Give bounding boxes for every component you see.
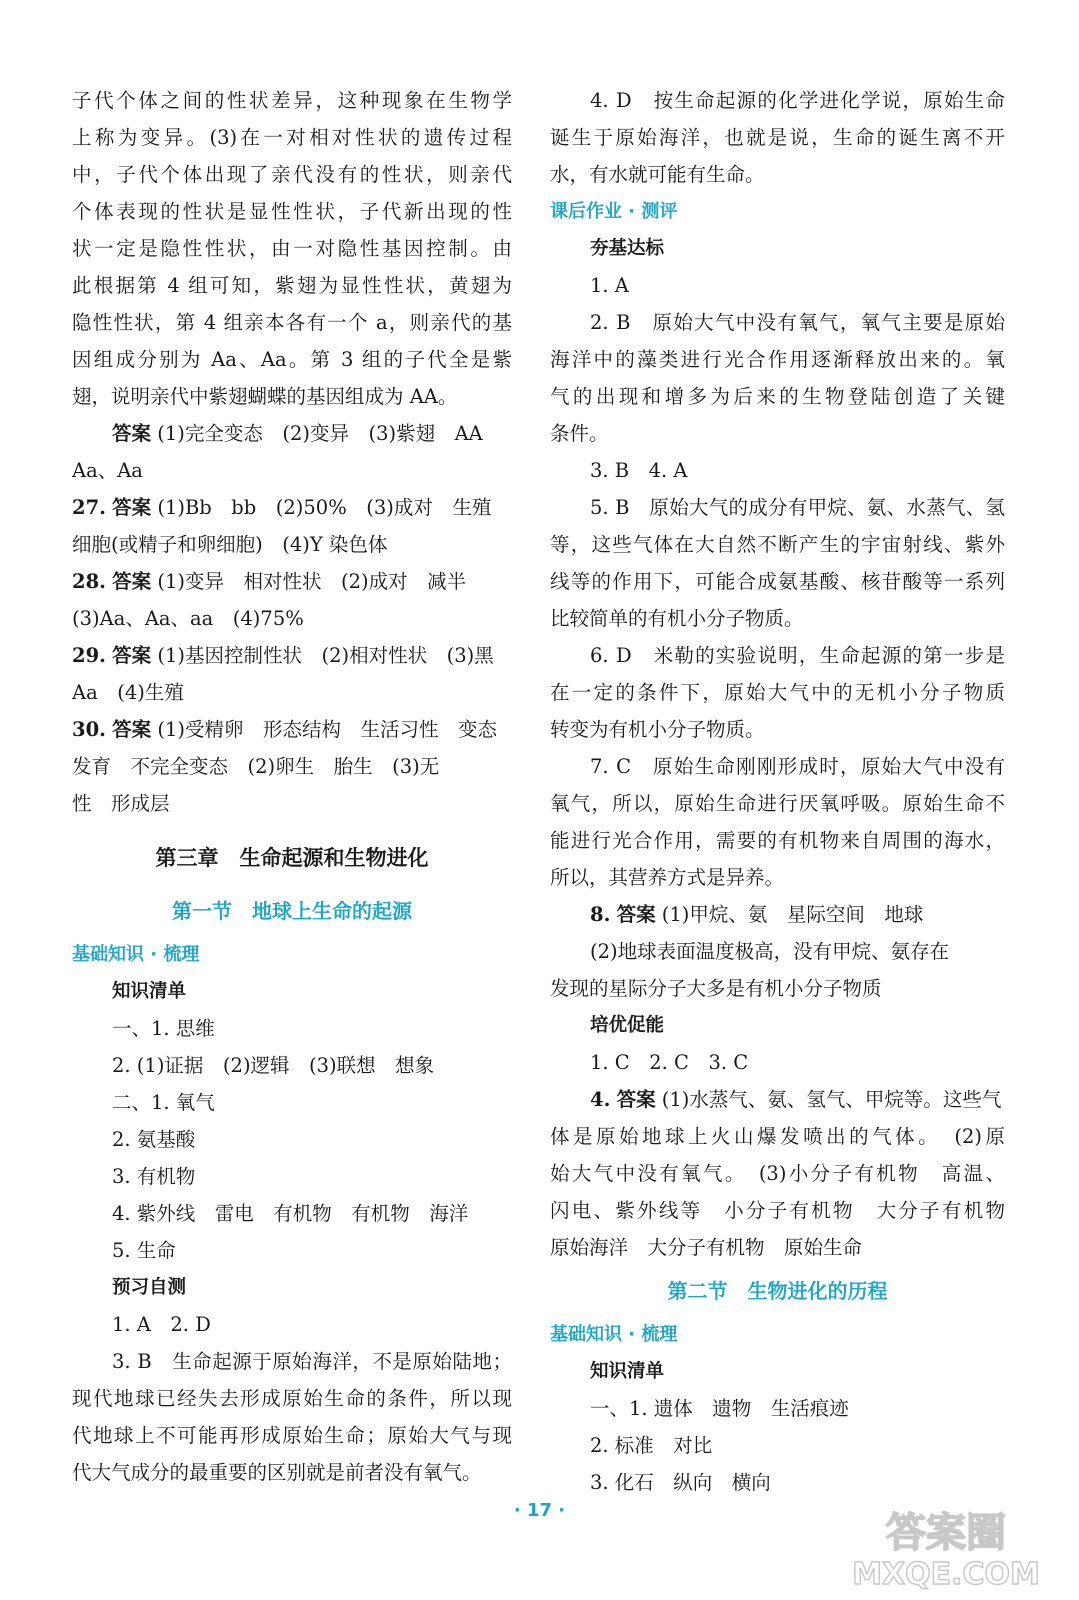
list-item: 二、1. 氧气 <box>112 1091 215 1114</box>
answer-text: (1)Bb bb (2)50% (3)成对 生殖 <box>157 496 492 519</box>
text-line: 个体表现的性状是显性性状，子代新出现的性 <box>72 200 512 223</box>
text-line: 因组成分别为 Aa、Aa。第 3 组的子代全是紫 <box>72 348 512 371</box>
text-line: 海洋中的藻类进行光合作用逐渐释放出来的。氧 <box>550 348 1005 371</box>
list-item: 4. 紫外线 雷电 有机物 有机物 海洋 <box>112 1202 469 1225</box>
text-line: 水，有水就可能有生命。 <box>550 163 765 186</box>
text-line: 闪电、紫外线等 小分子有机物 大分子有机物 <box>550 1199 1005 1222</box>
text-line: 发现的星际分子大多是有机小分子物质 <box>550 977 882 1000</box>
text-line: 6. D 米勒的实验说明，生命起源的第一步是 <box>590 644 1005 667</box>
list-item: 1. A 2. D <box>112 1313 211 1336</box>
page-number: · 17 · <box>513 1500 566 1521</box>
answer-label: 答案 <box>616 903 656 926</box>
answer-label: 答案 <box>112 422 152 445</box>
answer-30 <box>72 711 512 748</box>
text-line: 体是原始地球上火山爆发喷出的气体。 (2)原 <box>550 1125 1005 1148</box>
text-line: 在一定的条件下，原始大气中的无机小分子物质 <box>550 681 1005 704</box>
section-heading: 基础知识 · 梳理 <box>550 1324 678 1345</box>
text-line: 发育 不完全变态 (2)卵生 胎生 (3)无 <box>72 755 440 778</box>
answer-label: 答案 <box>112 570 152 593</box>
text-line: 线等的作用下，可能合成氨基酸、核苷酸等一系列 <box>550 570 1005 593</box>
text-line: 能进行光合作用，需要的有机物来自周围的海水， <box>550 829 1005 852</box>
list-item: 1. C 2. C 3. C <box>590 1051 749 1074</box>
answer-27 <box>72 489 512 526</box>
left-column <box>72 82 512 1491</box>
text-line: 隐性性状，第 4 组亲本各有一个 a，则亲代的基 <box>72 311 512 334</box>
section-heading: 基础知识 · 梳理 <box>72 944 200 965</box>
text-line: 代地球上不可能再形成原始生命；原始大气与现 <box>72 1424 512 1447</box>
sub-heading: 知识清单 <box>590 1361 665 1382</box>
text-line: 5. B 原始大气的成分有甲烷、氨、水蒸气、氢 <box>590 496 1005 519</box>
question-number: 30. <box>72 718 106 741</box>
text-line: 转变为有机小分子物质。 <box>550 718 765 741</box>
answer-label: 答案 <box>112 496 152 519</box>
text-line: 3. B 生命起源于原始海洋，不是原始陆地； <box>112 1350 512 1373</box>
text-line: 状一定是隐性性状，由一对隐性基因控制。由 <box>72 237 512 260</box>
answer-26 <box>72 415 512 452</box>
answer-text: (1)变异 相对性状 (2)成对 减半 <box>157 570 467 593</box>
sub-heading: 夯基达标 <box>590 238 665 259</box>
answer-29 <box>72 637 512 674</box>
sub-heading: 预习自测 <box>112 1277 187 1298</box>
text-line: 诞生于原始海洋，也就是说，生命的诞生离不开 <box>550 126 1005 149</box>
right-column <box>550 82 1005 1501</box>
answer-8 <box>550 896 1005 933</box>
answer-text: (1)完全变态 (2)变异 (3)紫翅 AA <box>157 422 483 445</box>
text-line: (3)Aa、Aa、aa (4)75% <box>72 607 304 630</box>
answer-4 <box>550 1081 1005 1118</box>
text-line: 翅，说明亲代中紫翅蝴蝶的基因组成为 AA。 <box>72 385 458 408</box>
text-line: Aa、Aa <box>72 459 143 482</box>
question-number: 29. <box>72 644 106 667</box>
text-line: 4. D 按生命起源的化学进化学说，原始生命 <box>590 89 1005 112</box>
watermark-url: MXQE.COM <box>852 1557 1040 1592</box>
text-line: 氧气，所以，原始生命进行厌氧呼吸。原始生命不 <box>550 792 1005 815</box>
list-item: 3. 有机物 <box>112 1165 196 1188</box>
text-line: 始大气中没有氧气。 (3)小分子有机物 高温、 <box>550 1162 1005 1185</box>
text-line: 此根据第 4 组可知，紫翅为显性性状，黄翅为 <box>72 274 512 297</box>
text-line: 上称为变异。(3)在一对相对性状的遗传过程 <box>72 126 512 149</box>
section-title: 第二节 生物进化的历程 <box>667 1279 888 1303</box>
text-line: 7. C 原始生命刚刚形成时，原始大气中没有 <box>590 755 1005 778</box>
text-line: 性 形成层 <box>72 792 170 815</box>
question-number: 28. <box>72 570 106 593</box>
text-line: 气的出现和增多为后来的生物登陆创造了关键 <box>550 385 1005 408</box>
question-number: 4. <box>590 1088 611 1111</box>
text-line: Aa (4)生殖 <box>72 681 184 704</box>
chapter-title: 第三章 生命起源和生物进化 <box>155 846 429 870</box>
answer-label: 答案 <box>112 718 152 741</box>
answer-text: (1)受精卵 形态结构 生活习性 变态 <box>157 718 497 741</box>
list-item: 2. (1)证据 (2)逻辑 (3)联想 想象 <box>112 1054 435 1077</box>
answer-text: (1)水蒸气、氨、氢气、甲烷等。这些气 <box>661 1088 1002 1111</box>
text-line: 比较简单的有机小分子物质。 <box>550 607 804 630</box>
text-line: 等，这些气体在大自然不断产生的宇宙射线、紫外 <box>550 533 1005 556</box>
list-item: 5. 生命 <box>112 1239 176 1262</box>
list-item: 3. 化石 纵向 横向 <box>590 1471 771 1494</box>
answer-label: 答案 <box>112 644 152 667</box>
answer-28 <box>72 563 512 600</box>
text-line: (2)地球表面温度极高，没有甲烷、氨存在 <box>590 940 950 963</box>
text-line: 现代地球已经失去形成原始生命的条件，所以现 <box>72 1387 512 1410</box>
watermark-text: 答案圈 <box>886 1510 1006 1556</box>
section-heading: 课后作业 · 测评 <box>550 201 678 222</box>
list-item: 一、1. 遗体 遗物 生活痕迹 <box>590 1397 849 1420</box>
list-item: 3. B 4. A <box>590 459 688 482</box>
watermark-logo <box>831 1500 1061 1592</box>
question-number: 8. <box>590 903 611 926</box>
text-line: 代大气成分的最重要的区别就是前者没有氧气。 <box>72 1461 482 1484</box>
text-line: 中，子代个体出现了亲代没有的性状，则亲代 <box>72 163 512 186</box>
list-item: 1. A <box>590 274 629 297</box>
list-item: 2. 标准 对比 <box>590 1434 713 1457</box>
section-title: 第一节 地球上生命的起源 <box>172 899 412 923</box>
text-line: 子代个体之间的性状差异，这种现象在生物学 <box>72 89 512 112</box>
sub-heading: 培优促能 <box>590 1015 665 1036</box>
answer-label: 答案 <box>616 1088 656 1111</box>
sub-heading: 知识清单 <box>112 981 187 1002</box>
text-line: 所以，其营养方式是异养。 <box>550 866 785 889</box>
text-line: 条件。 <box>550 422 609 445</box>
answer-text: (1)基因控制性状 (2)相对性状 (3)黑 <box>157 644 494 667</box>
list-item: 一、1. 思维 <box>112 1017 215 1040</box>
list-item: 2. 氨基酸 <box>112 1128 196 1151</box>
text-line: 原始海洋 大分子有机物 原始生命 <box>550 1236 863 1259</box>
answer-text: (1)甲烷、氨 星际空间 地球 <box>661 903 924 926</box>
text-line: 2. B 原始大气中没有氧气，氧气主要是原始 <box>590 311 1005 334</box>
text-line: 细胞(或精子和卵细胞) (4)Y 染色体 <box>72 533 388 556</box>
question-number: 27. <box>72 496 106 519</box>
